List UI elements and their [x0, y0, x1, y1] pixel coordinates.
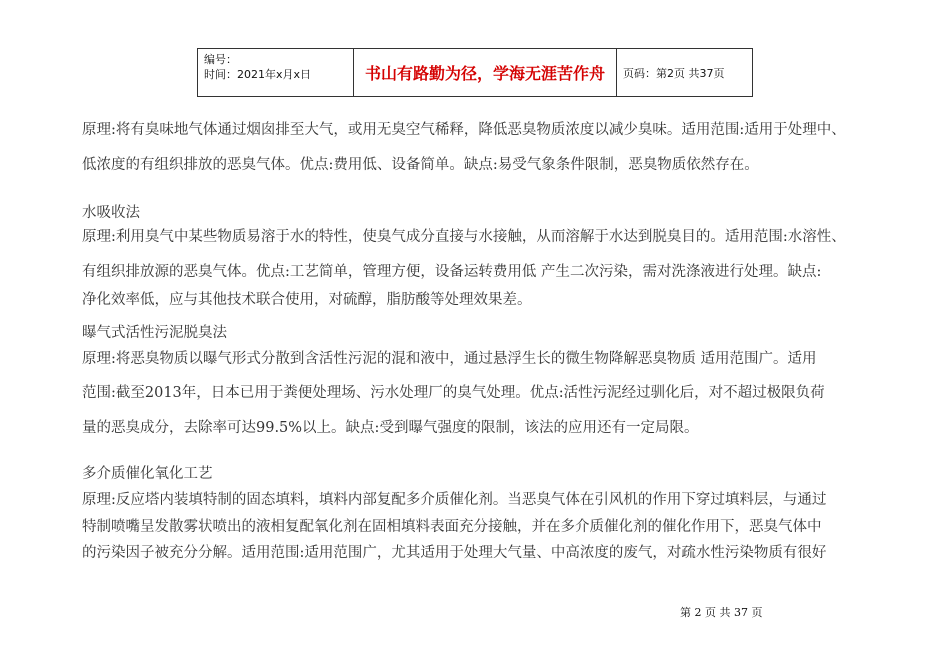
- header-motto: 书山有路勤为径，学海无涯苦作舟: [354, 49, 617, 96]
- header-page-number: 页码：第2页 共37页: [623, 66, 725, 80]
- body-line: 原理:反应塔内装填特制的固态填料，填料内部复配多介质催化剂。当恶臭气体在引风机的作用下穿过填料层，与通过: [82, 492, 827, 508]
- body-line: 有组织排放源的恶臭气体。优点:工艺简单，管理方便，设备运转费用低 产生二次污染，需对洗涤液进行处理。缺点:: [82, 264, 822, 280]
- page-footer: 第 2 页 共 37 页: [680, 606, 763, 619]
- body-line: 原理:将有臭味地气体通过烟囱排至大气，或用无臭空气稀释，降低恶臭物质浓度以减少臭味。适用范围:适用于处理中、: [82, 122, 846, 138]
- body-line: 原理:利用臭气中某些物质易溶于水的特性，使臭气成分直接与水接触，从而溶解于水达到脱臭目的。适用范围:水溶性、: [82, 229, 846, 245]
- body-line: 范围:截至2013年，日本已用于粪便处理场、污水处理厂的臭气处理。优点:活性污泥经过驯化后，对不超过极限负荷: [82, 385, 825, 401]
- body-line: 特制喷嘴呈发散雾状喷出的液相复配氧化剂在固相填料表面充分接触，并在多介质催化剂的催化作用下，恶臭气体中: [82, 519, 822, 535]
- body-line: 低浓度的有组织排放的恶臭气体。优点:费用低、设备简单。缺点:易受气象条件限制，恶臭物质依然存在。: [82, 157, 759, 173]
- body-line: 原理:将恶臭物质以曝气形式分散到含活性污泥的混和液中，通过悬浮生长的微生物降解恶臭物质 适用范围广。适用: [82, 351, 817, 367]
- body-line: 净化效率低，应与其他技术联合使用，对硫醇，脂肪酸等处理效果差。: [82, 292, 532, 308]
- time-label: 时间：2021年x月x日: [204, 68, 312, 81]
- header-meta-cell: [198, 49, 354, 96]
- section-heading: 曝气式活性污泥脱臭法: [82, 325, 227, 341]
- section-heading: 水吸收法: [82, 205, 140, 221]
- page-header-table: [197, 48, 753, 97]
- body-line: 量的恶臭成分，去除率可达99.5%以上。缺点:受到曝气强度的限制，该法的应用还有一定局限。: [82, 420, 699, 436]
- number-label: 编号：: [204, 53, 237, 66]
- section-heading: 多介质催化氧化工艺: [82, 466, 213, 482]
- body-line: 的污染因子被充分分解。适用范围:适用范围广，尤其适用于处理大气量、中高浓度的废气，对疏水性污染物质有很好: [82, 545, 827, 561]
